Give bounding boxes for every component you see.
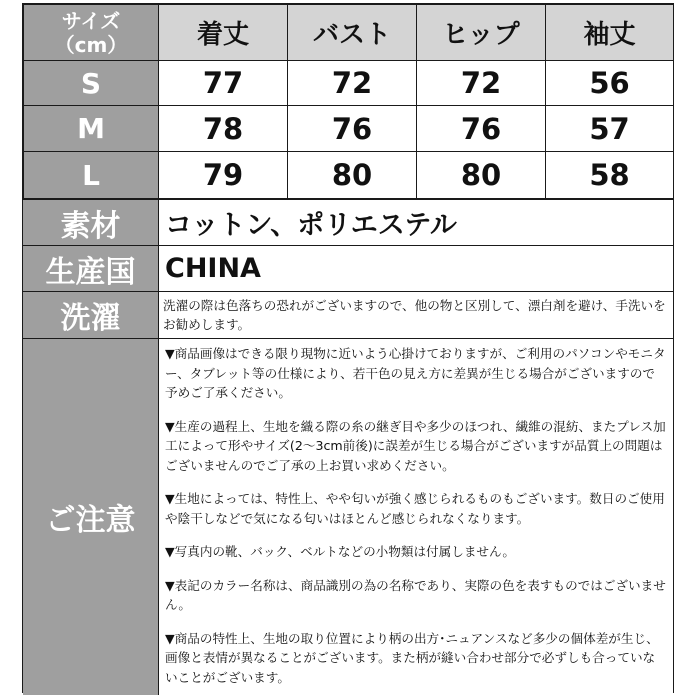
note-item: ▼商品の特性上、生地の取り位置により柄の出方･ニュアンスなど多少の個体差が生じ、画像と表情が異なることがございます。また柄が縫い合わせ部分で必ずしも合っていないことがございます。 — [165, 630, 659, 685]
note-item: ▼生地によっては、特性上、やや匂いが強く感じられるものもございます。数日のご使用や陰干しなどで気になる匂いはほとんど感じられなくなります。 — [165, 491, 665, 526]
table-cell: 72 — [417, 61, 546, 106]
notes-list — [159, 339, 673, 695]
washing-label: 洗濯 — [23, 292, 159, 338]
table-cell: 58 — [546, 152, 674, 199]
table-cell: 79 — [159, 152, 288, 199]
table-cell: 80 — [417, 152, 546, 199]
size-label-l: L — [24, 152, 159, 199]
table-row — [24, 152, 674, 199]
note-item: ▼生産の過程上、生地を織る際の糸の継ぎ目や多少のほつれ、繊維の混紡、またプレス加工によって形やサイズ(2〜3cm前後)に誤差が生じる場合がございますが品質上の問題はございませんのでご了承の上お買い求めください。 — [165, 418, 666, 473]
size-table-header-row — [24, 5, 674, 61]
washing-row — [23, 291, 673, 338]
size-table — [23, 4, 674, 199]
size-label-m: M — [24, 106, 159, 152]
origin-label: 生産国 — [23, 246, 159, 291]
column-header-length: 着丈 — [159, 5, 288, 61]
table-cell: 72 — [288, 61, 417, 106]
table-cell: 78 — [159, 106, 288, 152]
note-item: ▼商品画像はできる限り現物に近いよう心掛けておりますが、ご利用のパソコンやモニター、タブレット等の仕様により、若干色の見え方に差異が生じる場合がございますので予めご了承ください。 — [165, 346, 666, 400]
origin-row — [23, 245, 673, 291]
table-cell: 57 — [546, 106, 674, 152]
material-row — [23, 199, 673, 245]
unit-cm-label: （cm） — [54, 32, 128, 57]
table-cell: 77 — [159, 61, 288, 106]
table-row — [24, 61, 674, 106]
origin-value: CHINA — [159, 246, 673, 291]
note-item: ▼写真内の靴、バック、ベルトなどの小物類は付属しません。 — [165, 544, 515, 559]
table-cell: 56 — [546, 61, 674, 106]
column-header-bust: バスト — [288, 5, 417, 61]
washing-text: 洗濯の際は色落ちの恐れがございますので、他の物と区別して、漂白剤を避け、手洗いをお勧めします。 — [159, 292, 673, 338]
size-unit-header — [24, 5, 159, 61]
table-cell: 76 — [417, 106, 546, 152]
table-row — [24, 106, 674, 152]
column-header-hip: ヒップ — [417, 5, 546, 61]
note-item: ▼表記のカラー名称は、商品識別の為の名称であり、実際の色を表すものではございません。 — [165, 577, 666, 612]
material-value: コットン、ポリエステル — [159, 200, 673, 245]
notes-label: ご注意 — [23, 339, 159, 695]
table-cell: 76 — [288, 106, 417, 152]
size-label-s: S — [24, 61, 159, 106]
table-cell: 80 — [288, 152, 417, 199]
notes-row — [23, 338, 673, 695]
material-label: 素材 — [23, 200, 159, 245]
size-unit-label: サイズ — [61, 8, 121, 33]
product-spec-sheet — [22, 3, 674, 693]
column-header-sleeve: 袖丈 — [546, 5, 674, 61]
